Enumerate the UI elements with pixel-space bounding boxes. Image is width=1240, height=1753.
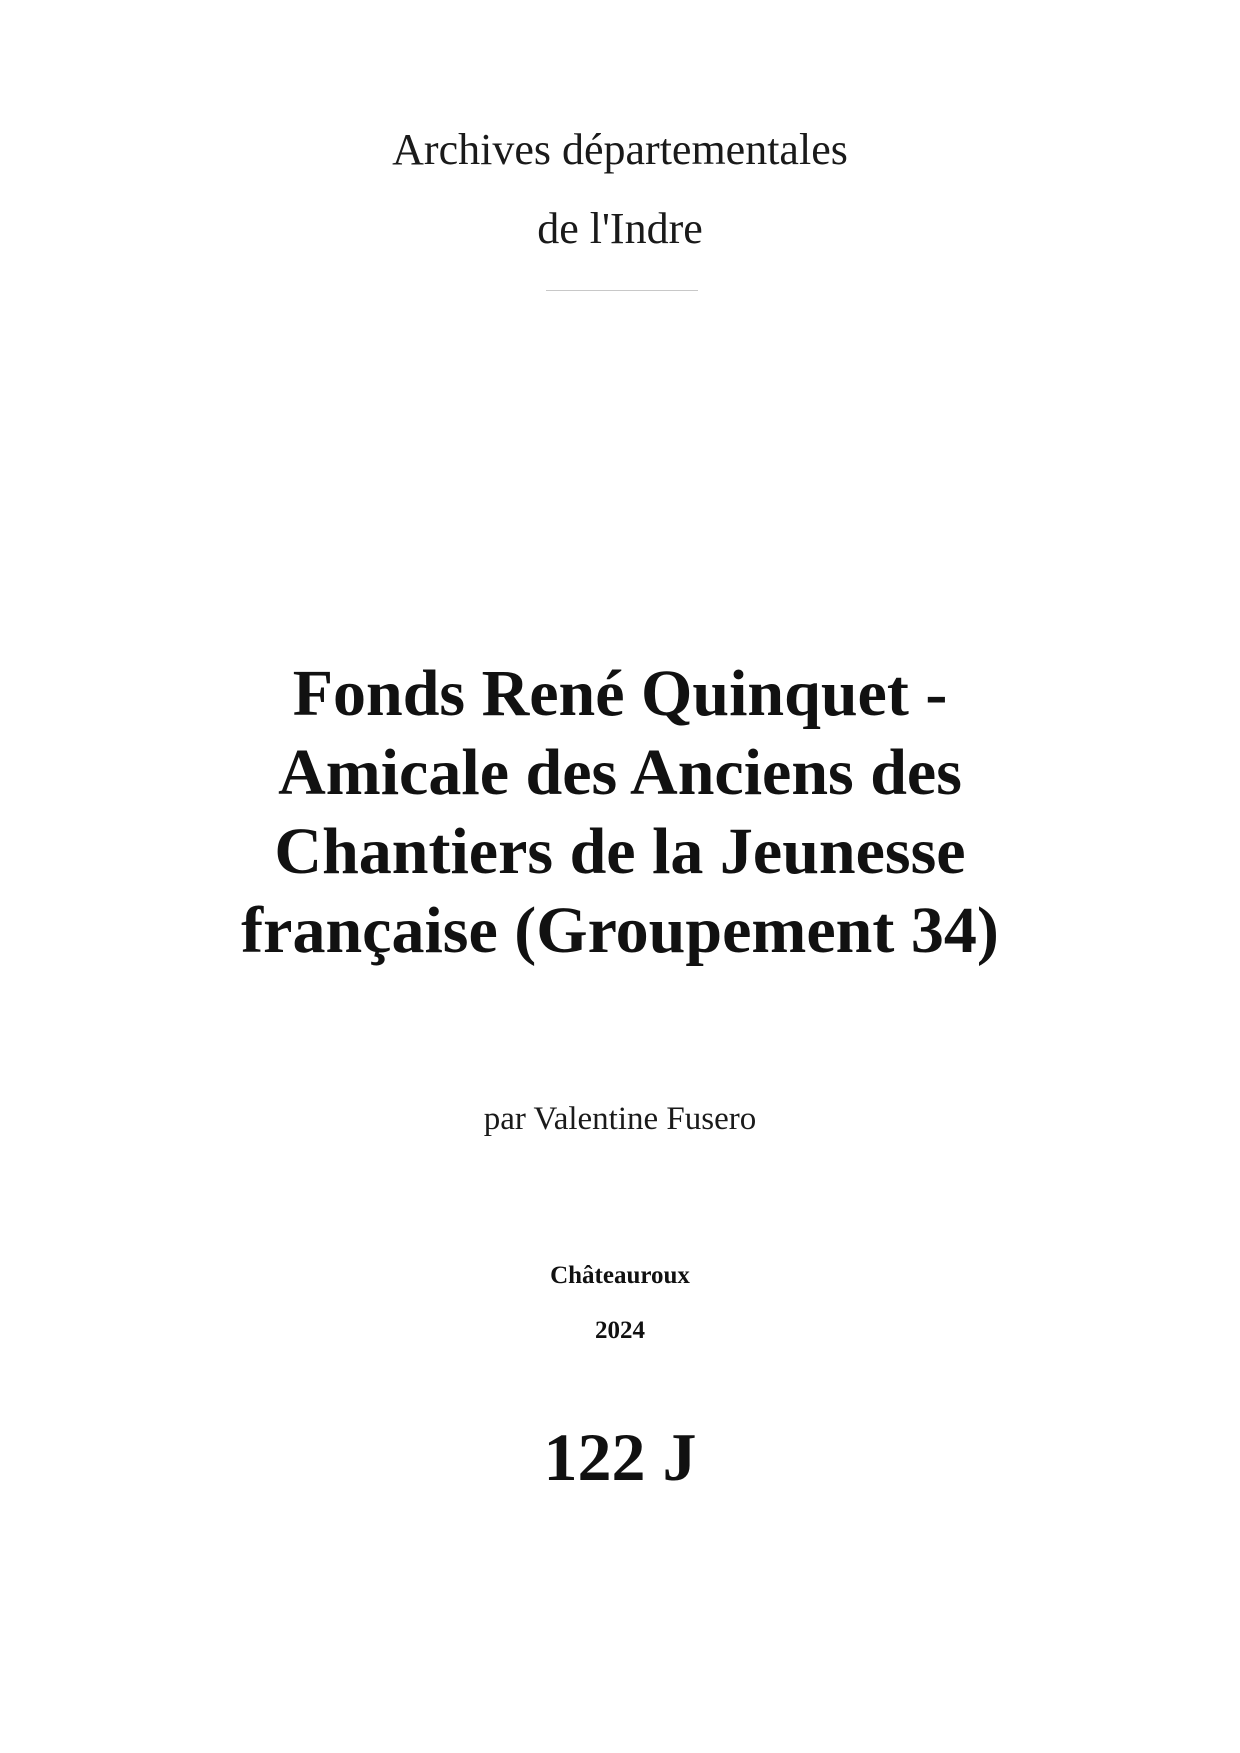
institution-line-2: de l'Indre: [537, 204, 703, 253]
title-line-1: Fonds René Quinquet -: [292, 657, 948, 730]
imprint-place: Châteauroux: [550, 1262, 690, 1289]
document-title: [100, 654, 1140, 970]
imprint-year: 2024: [595, 1317, 645, 1344]
title-line-4: française (Groupement 34): [241, 894, 999, 967]
header-divider: [546, 290, 698, 291]
author-line: par Valentine Fusero: [483, 1101, 757, 1137]
archive-call-number: 122 J: [543, 1419, 697, 1495]
title-line-3: Chantiers de la Jeunesse: [274, 815, 966, 888]
institution-line-1: Archives départementales: [392, 125, 848, 174]
title-line-2: Amicale des Anciens des: [278, 736, 962, 809]
